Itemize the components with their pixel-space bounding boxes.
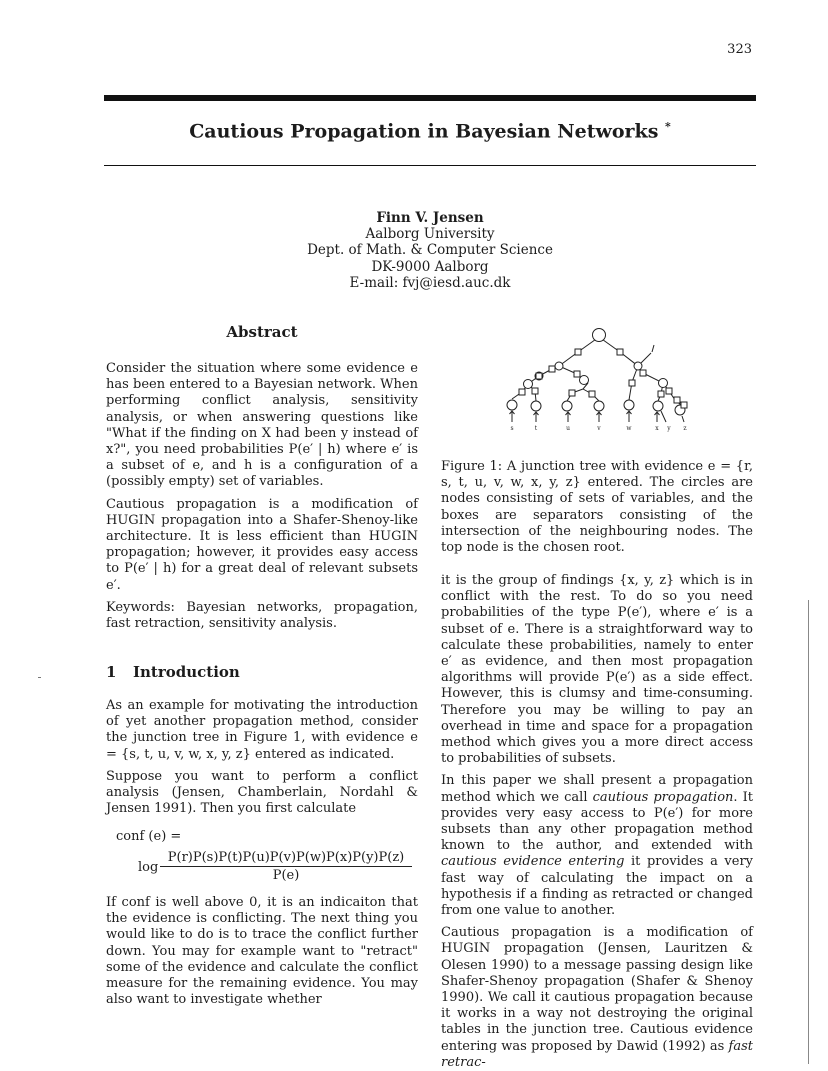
junction-tree-figure bbox=[498, 325, 708, 437]
author-name: Finn V. Jensen bbox=[376, 210, 484, 226]
author-affiliation: Aalborg University bbox=[365, 226, 495, 243]
section-number: 1 bbox=[106, 663, 117, 681]
figure-caption-block bbox=[441, 459, 753, 556]
abstract-paragraph-2: Cautious propagation is a modification of HUGIN propagation into a Shafer-Shenoy-like architecture. It is less efficient than HUGIN propagation; however, it provides easy access to P(e′ | h) for a great deal of relevant subsets e′. bbox=[106, 496, 418, 593]
margin-mark bbox=[38, 677, 41, 678]
section-heading-introduction bbox=[106, 663, 240, 681]
intro-body bbox=[106, 698, 418, 817]
title-rule-bottom bbox=[104, 165, 756, 166]
author-address: DK-9000 Aalborg bbox=[371, 258, 489, 275]
formula-log: log bbox=[138, 860, 159, 875]
abstract-keywords: Keywords: Bayesian networks, propagation, fast retraction, sensitivity analysis. bbox=[106, 599, 418, 632]
leaf-label-y: y bbox=[667, 425, 671, 432]
tree-edges bbox=[512, 337, 681, 405]
author-department: Dept. of Math. & Computer Science bbox=[307, 242, 553, 259]
paper-title bbox=[104, 120, 756, 142]
title-text: Cautious Propagation in Bayesian Networks bbox=[189, 120, 659, 143]
abstract-body bbox=[106, 361, 418, 632]
right-p3-text-a: Cautious propagation is a modification of HUGIN propagation (Jensen, Lauritzen & Olesen 1990) to a message passing design like Shafer-Shenoy propagation (Shafer & Shenoy 1990). We call it cautious propagation because it works in a way not destroying the original tables in the junction tree. Cautious evidence entering was proposed by Dawid (1992) as bbox=[441, 925, 753, 1054]
tree-nodes bbox=[507, 329, 685, 416]
page-number: 323 bbox=[727, 42, 752, 57]
page-edge-line bbox=[808, 600, 809, 1064]
figure-caption: Figure 1: A junction tree with evidence e = {r, s, t, u, v, w, x, y, z} entered. The circles are nodes consisting of sets of variables, and the boxes are separators consisting of the intersection of the neighbouring nodes. The top node is the chosen root. bbox=[441, 459, 753, 556]
formula-numerator: P(r)P(s)P(t)P(u)P(v)P(w)P(x)P(y)P(z) bbox=[160, 850, 412, 867]
leaf-label-z: z bbox=[683, 425, 687, 432]
right-p2-text-a: In this paper we shall present a propagation method which we call bbox=[441, 773, 753, 805]
leaf-label-v: v bbox=[597, 425, 601, 432]
author-email: E-mail: fvj@iesd.auc.dk bbox=[349, 274, 511, 291]
section-title: Introduction bbox=[133, 663, 240, 681]
leaf-label-x: x bbox=[655, 425, 659, 432]
author-block bbox=[230, 210, 630, 291]
right-paragraph-1: it is the group of findings {x, y, z} which is in conflict with the rest. To do so you need probabilities of the type P(e′), where e′ is a subset of e. There is a straightforward way to calculate these probabilities, namely to enter e′ as evidence, and then most propagation algorithms will provide P(e′) as a side effect. However, this is clumsy and time-consuming. Therefore you may be willing to pay an overhead in time and space for a propagation method which gives you a more direct access to probabilities of subsets. bbox=[441, 573, 753, 767]
term-cautious-propagation: cautious propagation bbox=[592, 789, 734, 805]
title-footnote-mark: * bbox=[665, 120, 671, 133]
intro-paragraph-3: If conf is well above 0, it is an indicaiton that the evidence is conflicting. The next thing you would like to do is to trace the conflict further down. You may for example want to "retract" some of the evidence and calculate the conflict measure for the remaining evidence. You may also want to investigate whether bbox=[106, 895, 418, 1008]
formula-label: conf (e) = bbox=[116, 829, 182, 844]
intro-paragraph-1: As an example for motivating the introduction of yet another propagation method, consider the junction tree in Figure 1, with evidence e = {s, t, u, v, w, x, y, z} entered as indicated. bbox=[106, 698, 418, 762]
leaf-label-t: t bbox=[534, 425, 538, 432]
abstract-heading: Abstract bbox=[226, 323, 298, 341]
right-paragraph-2 bbox=[441, 773, 753, 919]
leaf-label-w: w bbox=[626, 425, 632, 432]
intro-body-continued bbox=[106, 895, 418, 1008]
intro-paragraph-2: Suppose you want to perform a conflict analysis (Jensen, Chamberlain, Nordahl & Jensen 1991). Then you first calculate bbox=[106, 768, 418, 817]
title-rule-top bbox=[104, 95, 756, 101]
right-p2-text-c: . It provides very easy access to P(e′) for more subsets than any other propagation method known to the author, and extended with bbox=[441, 789, 753, 854]
leaf-label-s: s bbox=[510, 425, 514, 432]
formula-denominator: P(e) bbox=[272, 868, 300, 883]
right-p2-text-e: it provides a very fast way of calculating the impact on a hypothesis if a finding as retracted or changed from one value to another. bbox=[441, 854, 754, 919]
term-cautious-evidence-entering: cautious evidence entering bbox=[441, 854, 625, 870]
abstract-paragraph-1: Consider the situation where some evidence e has been entered to a Bayesian network. When performing conflict analysis, sensitivity analysis, or when answering questions like "What if the finding on X had been y instead of x?", you need probabilities P(e′ | h) where e′ is a subset of e, and h is a configuration of a (possibly empty) set of variables. bbox=[106, 361, 418, 490]
leaf-label-u: u bbox=[566, 425, 570, 432]
term-fast-retraction: fast retrac- bbox=[441, 1038, 753, 1070]
root-node bbox=[593, 329, 606, 342]
right-column-body bbox=[441, 573, 753, 1071]
formula-fraction bbox=[160, 850, 412, 883]
right-paragraph-3 bbox=[441, 925, 753, 1071]
